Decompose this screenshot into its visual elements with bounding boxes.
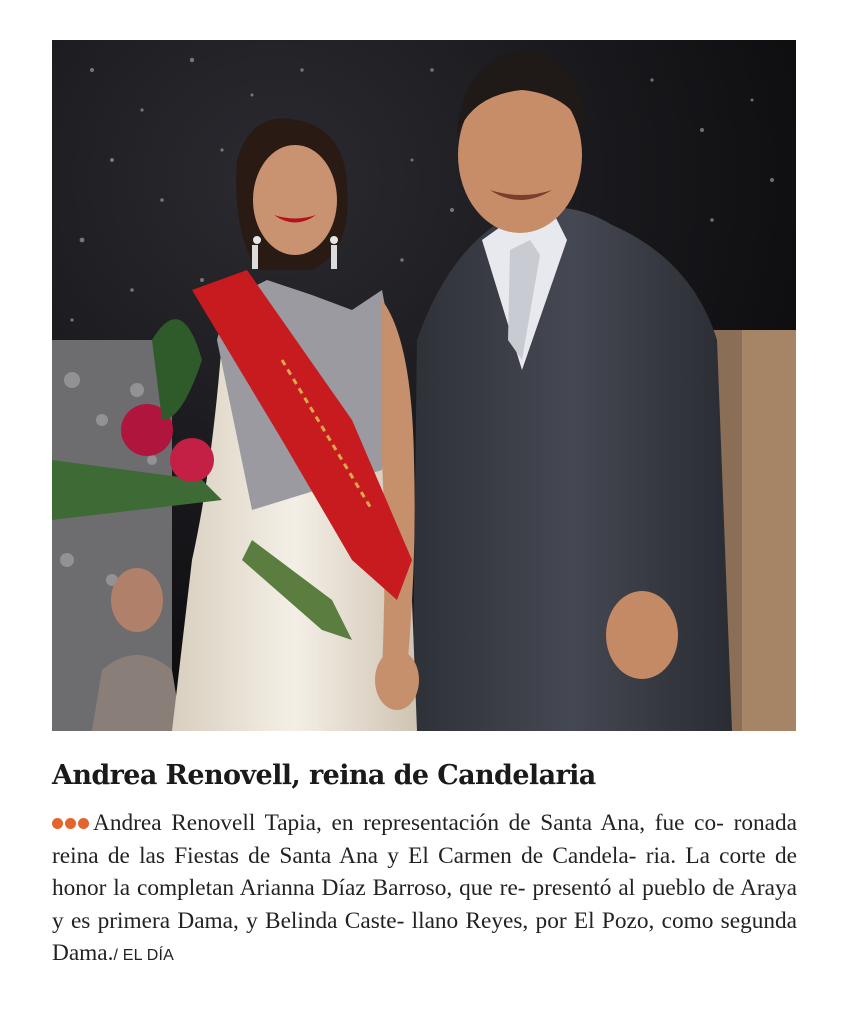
body-line-2: ronada reina de las Fiestas de Santa Ana y El Carmen de Candela- xyxy=(52,810,797,869)
photo-credit: / EL DÍA xyxy=(113,947,175,965)
bullet-dots-icon xyxy=(52,806,91,839)
body-line-3: ria. La corte de honor la completan Arianna Díaz Barroso, que re- xyxy=(52,842,797,902)
body-line-1: Andrea Renovell Tapia, en representación de Santa Ana, fue co- xyxy=(93,810,724,836)
photo-illustration xyxy=(52,40,796,731)
article-body xyxy=(52,806,797,973)
news-photo xyxy=(52,40,796,731)
body-line-5: llano Reyes, por El Pozo, como segunda Dama. xyxy=(52,907,797,967)
headline: Andrea Renovell, reina de Candelaria xyxy=(52,760,596,791)
body-line-4: presentó al pueblo de Araya y es primera Dama, y Belinda Caste- xyxy=(52,875,797,934)
